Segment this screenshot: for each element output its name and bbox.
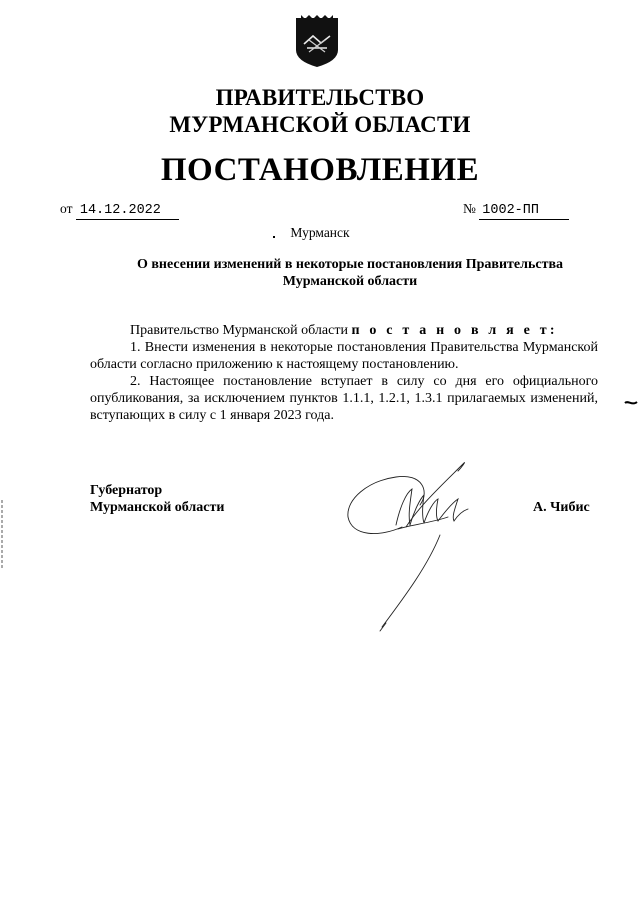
date-row xyxy=(60,201,179,220)
coat-of-arms-icon xyxy=(295,14,339,68)
city: Мурманск xyxy=(290,225,350,240)
signer-position xyxy=(90,482,224,516)
intro-keyword: п о с т а н о в л я е т: xyxy=(351,323,558,338)
issuer-line-1: ПРАВИТЕЛЬСТВО xyxy=(215,85,425,110)
paragraph-1: 1. Внести изменения в некоторые постановления Правительства Мурманской области согласно приложению к настоящему постановлению. xyxy=(90,340,598,372)
document-body xyxy=(90,322,598,424)
handwritten-signature xyxy=(340,455,480,635)
paragraph-2: 2. Настоящее постановление вступает в силу со дня его официального опубликования, за исключением пунктов 1.1.1, 1.2.1, 1.3.1 прилагаемых изменений, вступающих в силу с 1 января 2023 года. xyxy=(90,374,598,423)
signer-name: А. Чибис xyxy=(533,500,590,515)
date-prefix: от xyxy=(60,201,73,216)
scan-speck xyxy=(273,236,275,238)
intro-text: Правительство Мурманской области xyxy=(130,323,348,338)
title-line-1: О внесении изменений в некоторые постановления Правительства xyxy=(136,257,564,272)
document-number: 1002-ПП xyxy=(479,203,569,220)
number-prefix: № xyxy=(463,201,476,216)
issuer-name xyxy=(0,84,640,138)
signer-position-line-1: Губернатор xyxy=(90,483,163,498)
intro-paragraph xyxy=(90,322,598,339)
document-date: 14.12.2022 xyxy=(76,203,179,220)
scan-mark-right xyxy=(624,396,638,408)
number-row xyxy=(463,201,569,220)
scan-mark-left xyxy=(0,500,4,570)
document-title xyxy=(70,256,630,290)
issuer-line-2: МУРМАНСКОЙ ОБЛАСТИ xyxy=(169,112,471,137)
document-type: ПОСТАНОВЛЕНИЕ xyxy=(160,152,480,188)
signer-position-line-2: Мурманской области xyxy=(90,500,225,515)
title-line-2: Мурманской области xyxy=(282,274,418,289)
